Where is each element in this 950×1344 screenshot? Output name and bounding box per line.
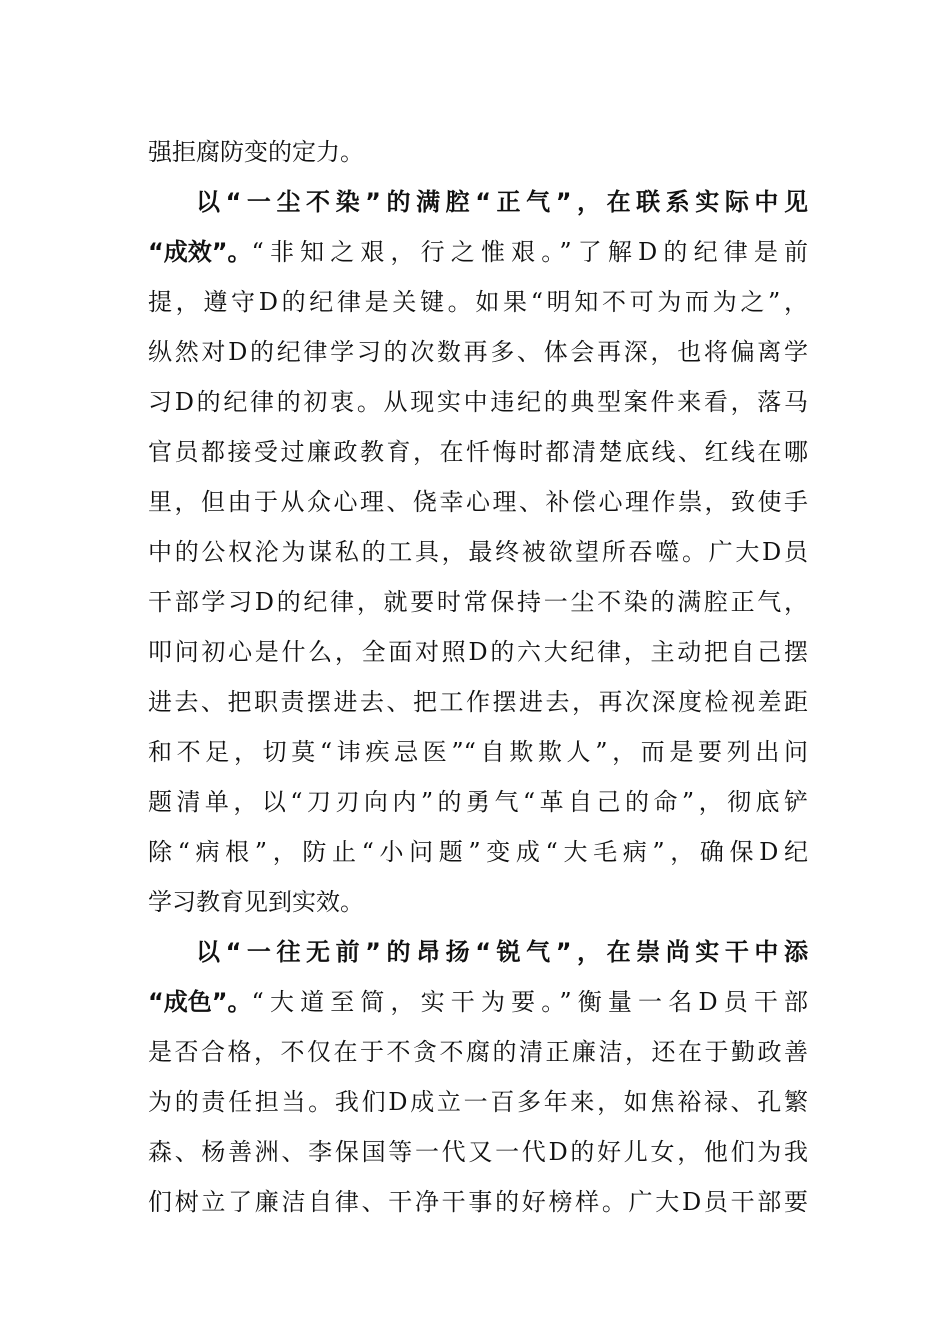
body-line: 叩问初心是什么，全面对照D的六大纪律，主动把自己摆 [148, 638, 808, 666]
section-heading-tail: “成色”。 [148, 988, 252, 1016]
body-line: 官员都接受过廉政教育，在忏悔时都清楚底线、红线在哪 [148, 438, 808, 466]
body-text: “非知之艰，行之惟艰。”了解D的纪律是前 [251, 238, 808, 266]
section-heading-zhengqi: 以“一尘不染”的满腔“正气”，在联系实际中见 [196, 188, 808, 216]
body-text: “大道至简，实干为要。”衡量一名D员干部 [251, 988, 808, 1016]
body-line: 中的公权沦为谋私的工具，最终被欲望所吞噬。广大D员 [148, 538, 808, 566]
body-line: 提，遵守D的纪律是关键。如果“明知不可为而为之”， [148, 288, 808, 316]
body-line: 和不足，切莫“讳疾忌医”“自欺欺人”，而是要列出问 [148, 738, 808, 766]
body-line: 习D的纪律的初衷。从现实中违纪的典型案件来看，落马 [148, 388, 808, 416]
body-line: 是否合格，不仅在于不贪不腐的清正廉洁，还在于勤政善 [148, 1038, 808, 1066]
body-line: 干部学习D的纪律，就要时常保持一尘不染的满腔正气， [148, 588, 808, 616]
body-line: 森、杨善洲、李保国等一代又一代D的好儿女，他们为我 [148, 1138, 808, 1166]
body-line: 除“病根”，防止“小问题”变成“大毛病”，确保D纪 [148, 838, 808, 866]
section-heading-ruiqi: 以“一往无前”的昂扬“锐气”，在崇尚实干中添 [196, 938, 808, 966]
section-heading-tail: “成效”。 [148, 238, 252, 266]
body-line: 纵然对D的纪律学习的次数再多、体会再深，也将偏离学 [148, 338, 808, 366]
body-line: 进去、把职责摆进去、把工作摆进去，再次深度检视差距 [148, 688, 808, 716]
heading-continuation-line [148, 982, 808, 1022]
body-line: 学习教育见到实效。 [148, 888, 364, 916]
body-line: 里，但由于从众心理、侥幸心理、补偿心理作祟，致使手 [148, 488, 808, 516]
body-line: 为的责任担当。我们D成立一百多年来，如焦裕禄、孔繁 [148, 1088, 808, 1116]
body-line: 们树立了廉洁自律、干净干事的好榜样。广大D员干部要 [148, 1188, 808, 1216]
heading-continuation-line [148, 232, 808, 272]
body-line: 题清单，以“刀刃向内”的勇气“革自己的命”，彻底铲 [148, 788, 808, 816]
paragraph-tail: 强拒腐防变的定力。 [148, 138, 364, 166]
